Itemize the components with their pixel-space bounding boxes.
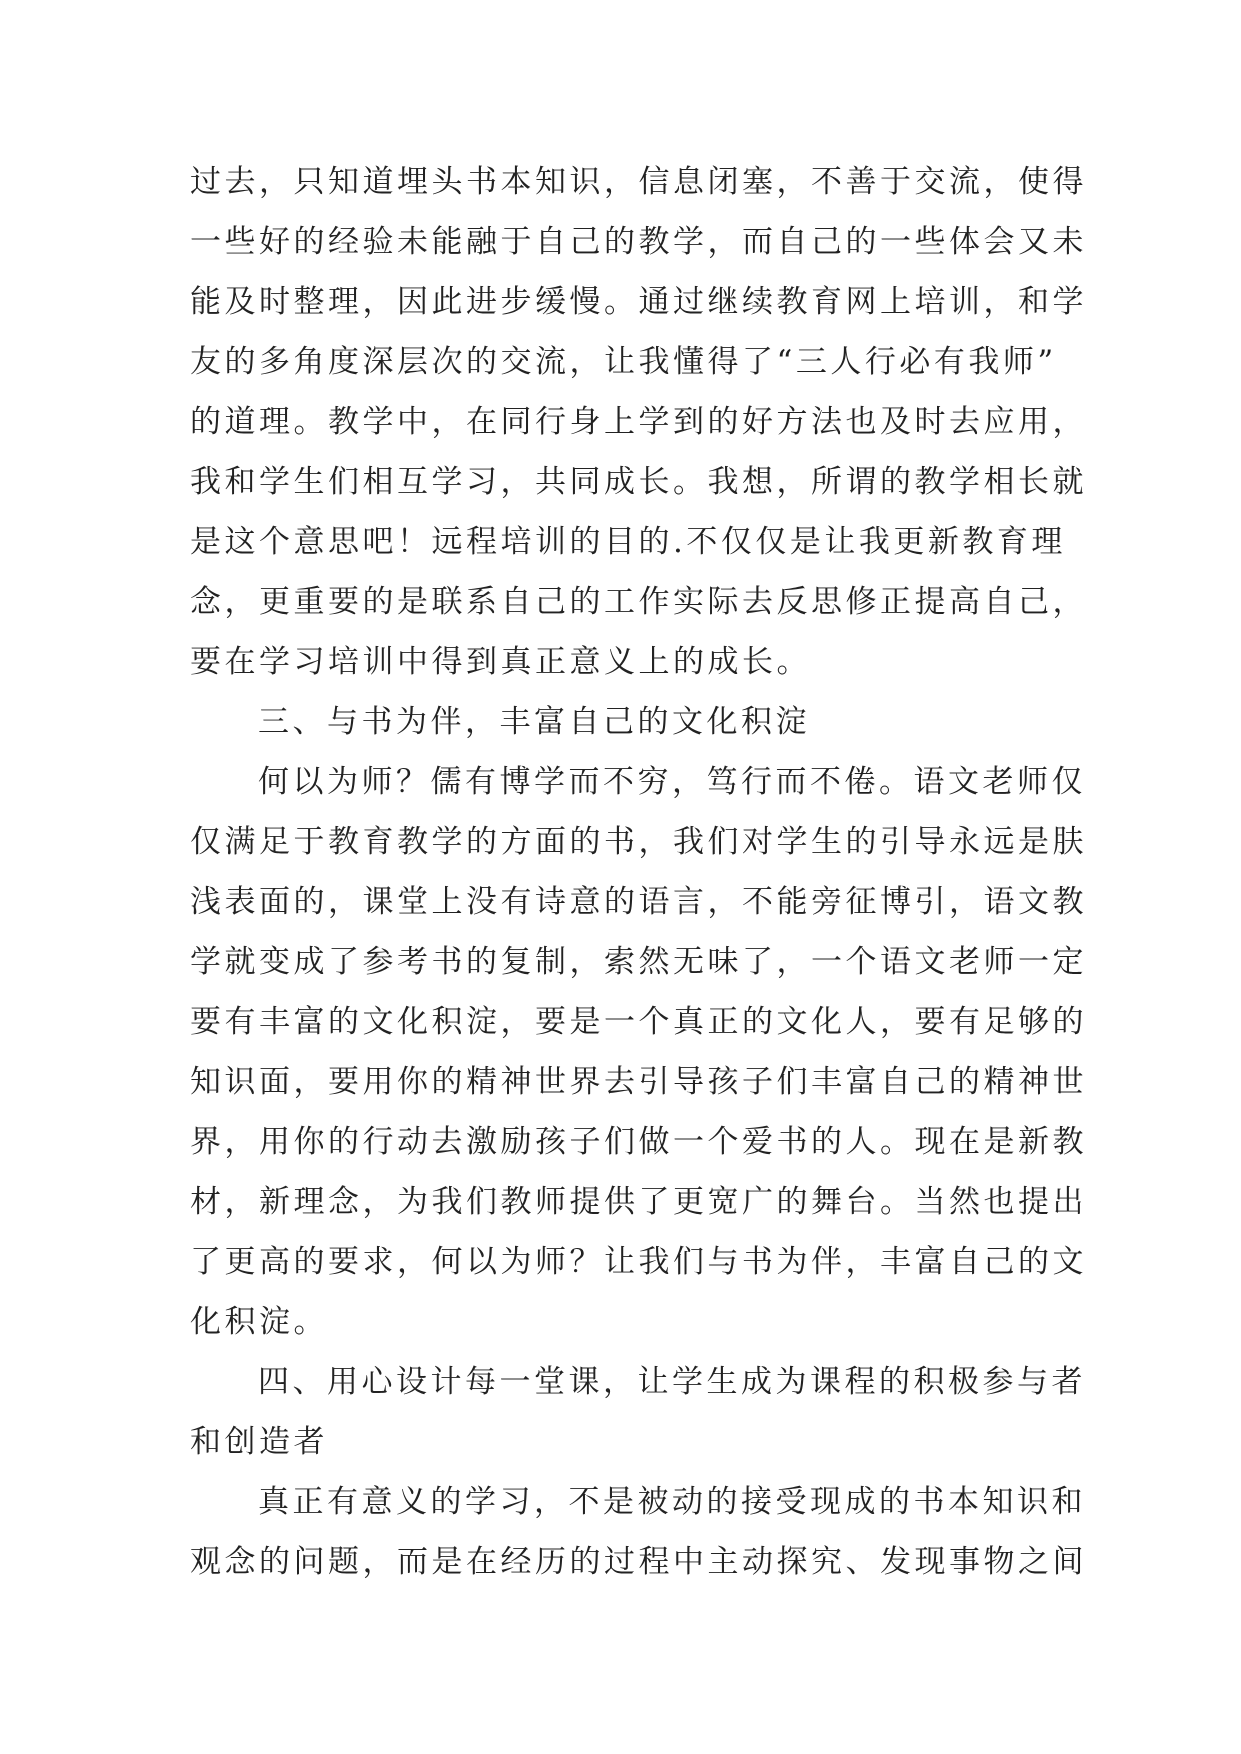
- text-line: 过去，只知道埋头书本知识，信息闭塞，不善于交流，使得: [190, 164, 1087, 200]
- text-line: 真正有意义的学习，不是被动的接受现成的书本知识和: [258, 1484, 1086, 1520]
- text-line: 是这个意思吧！远程培训的目的.不仅仅是让我更新教育理: [190, 524, 1066, 560]
- text-line: 何以为师？儒有博学而不穷，笃行而不倦。语文老师仅: [258, 764, 1086, 800]
- text-line: 一些好的经验未能融于自己的教学，而自己的一些体会又未: [190, 224, 1087, 260]
- text-line: 念，更重要的是联系自己的工作实际去反思修正提高自己，: [190, 584, 1087, 620]
- text-line: 能及时整理，因此进步缓慢。通过继续教育网上培训，和学: [190, 284, 1087, 320]
- text-line: 知识面，要用你的精神世界去引导孩子们丰富自己的精神世: [190, 1064, 1087, 1100]
- text-line: 界，用你的行动去激励孩子们做一个爱书的人。现在是新教: [190, 1124, 1087, 1160]
- text-line: 三、与书为伴，丰富自己的文化积淀: [258, 704, 810, 740]
- text-line: 材，新理念，为我们教师提供了更宽广的舞台。当然也提出: [190, 1184, 1087, 1220]
- text-line: 和创造者: [190, 1424, 328, 1460]
- text-line: 的道理。教学中，在同行身上学到的好方法也及时去应用，: [190, 404, 1087, 440]
- document-page: [190, 152, 1087, 1592]
- text-line: 我和学生们相互学习，共同成长。我想，所谓的教学相长就: [190, 464, 1087, 500]
- text-line: 友的多角度深层次的交流，让我懂得了“三人行必有我师”: [190, 344, 1057, 380]
- text-line: 观念的问题，而是在经历的过程中主动探究、发现事物之间: [190, 1544, 1087, 1580]
- text-line: 要在学习培训中得到真正意义上的成长。: [190, 644, 811, 680]
- text-line: 要有丰富的文化积淀，要是一个真正的文化人，要有足够的: [190, 1004, 1087, 1040]
- text-line: 化积淀。: [190, 1304, 328, 1340]
- text-line: 仅满足于教育教学的方面的书，我们对学生的引导永远是肤: [190, 824, 1087, 860]
- text-line: 浅表面的，课堂上没有诗意的语言，不能旁征博引，语文教: [190, 884, 1087, 920]
- text-line: 学就变成了参考书的复制，索然无味了，一个语文老师一定: [190, 944, 1087, 980]
- text-line: 了更高的要求，何以为师？让我们与书为伴，丰富自己的文: [190, 1244, 1087, 1280]
- text-line: 四、用心设计每一堂课，让学生成为课程的积极参与者: [258, 1364, 1086, 1400]
